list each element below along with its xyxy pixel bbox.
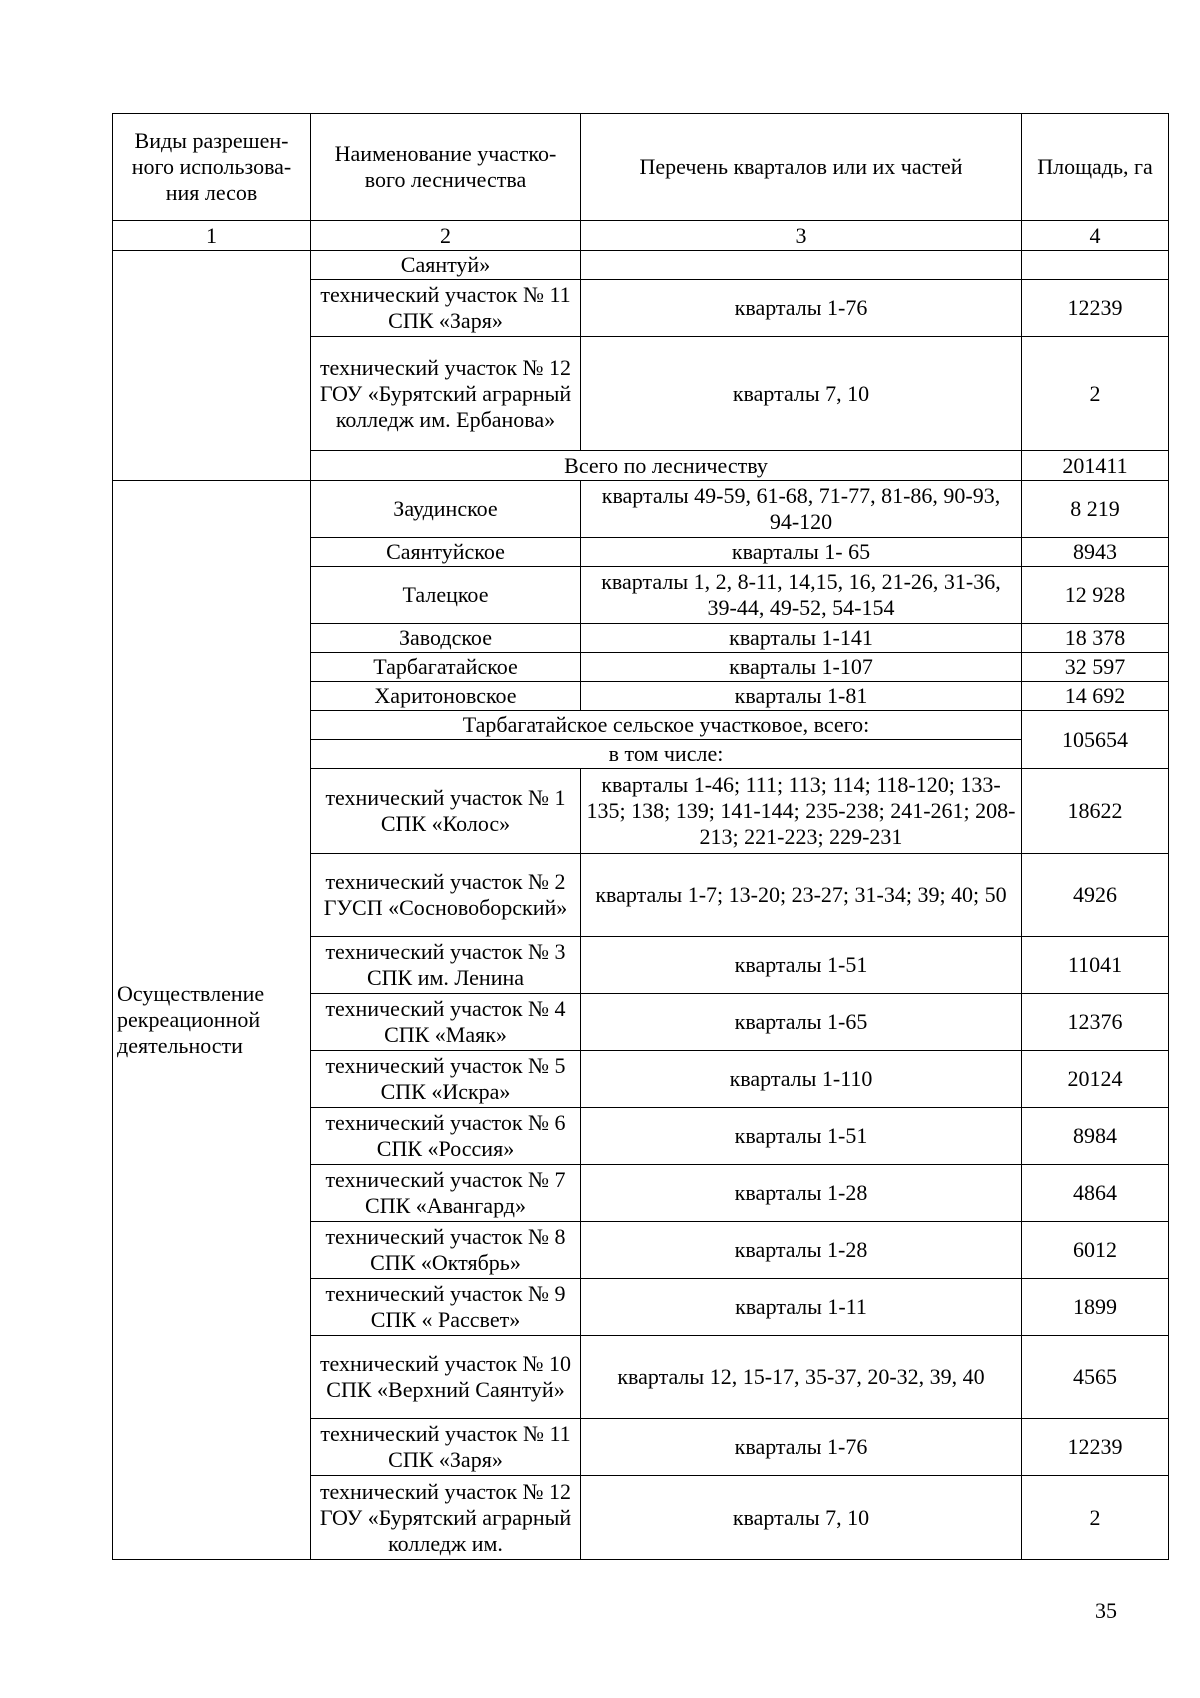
use-type-empty-cell	[113, 251, 311, 481]
forestry-total-area: 201411	[1022, 451, 1169, 481]
table-body	[113, 114, 1169, 1560]
technical-site-area: 2	[1022, 1476, 1169, 1560]
column-number-row	[113, 221, 1169, 251]
technical-site-name: технический участок № 11 СПК «Заря»	[311, 1419, 581, 1476]
technical-site-area: 12376	[1022, 994, 1169, 1051]
technical-site-name: технический участок № 1 СПК «Колос»	[311, 769, 581, 854]
continued-quarters-empty	[581, 251, 1022, 280]
subtotal-label: Тарбагатайское сельское участковое, всего:	[311, 711, 1022, 740]
technical-site-name: технический участок № 7 СПК «Авангард»	[311, 1165, 581, 1222]
column-number-3: 3	[581, 221, 1022, 251]
technical-site-area: 11041	[1022, 937, 1169, 994]
continuation-row	[113, 251, 1169, 280]
technical-site-quarters: кварталы 12, 15-17, 35-37, 20-32, 39, 40	[581, 1336, 1022, 1419]
technical-site-quarters: кварталы 1-11	[581, 1279, 1022, 1336]
technical-site-quarters: кварталы 1-76	[581, 1419, 1022, 1476]
forestry-area: 8 219	[1022, 481, 1169, 538]
subtotal-area: 105654	[1022, 711, 1169, 769]
technical-site-quarters: кварталы 1-65	[581, 994, 1022, 1051]
forestry-quarters: кварталы 1-141	[581, 624, 1022, 653]
technical-site-name: технический участок № 10 СПК «Верхний Саянтуй»	[311, 1336, 581, 1419]
forestry-quarters: кварталы 1-107	[581, 653, 1022, 682]
technical-site-name: технический участок № 3 СПК им. Ленина	[311, 937, 581, 994]
header-quarters: Перечень кварталов или их частей	[581, 114, 1022, 221]
forestry-quarters: кварталы 1-81	[581, 682, 1022, 711]
forestry-area: 8943	[1022, 538, 1169, 567]
forestry-row	[113, 481, 1169, 538]
forestry-quarters: кварталы 49-59, 61-68, 71-77, 81-86, 90-93, 94-120	[581, 481, 1022, 538]
technical-site-area: 4926	[1022, 854, 1169, 937]
technical-site-name: технический участок № 5 СПК «Искра»	[311, 1051, 581, 1108]
header-use-type: Виды разрешен-ного использова-ния лесов	[113, 114, 311, 221]
technical-site-quarters: кварталы 1-7; 13-20; 23-27; 31-34; 39; 40; 50	[581, 854, 1022, 937]
forestry-area: 32 597	[1022, 653, 1169, 682]
header-area: Площадь, га	[1022, 114, 1169, 221]
technical-site-quarters: кварталы 1-28	[581, 1165, 1022, 1222]
forestry-name: Тарбагатайское	[311, 653, 581, 682]
header-forestry-name: Наименование участко-вого лесничества	[311, 114, 581, 221]
technical-site-quarters: кварталы 1-46; 111; 113; 114; 118-120; 133-135; 138; 139; 141-144; 235-238; 241-261; 208-213; 221-223; 229-231	[581, 769, 1022, 854]
forestry-quarters: кварталы 1- 65	[581, 538, 1022, 567]
site-name: технический участок № 11 СПК «Заря»	[311, 280, 581, 337]
forestry-name: Харитоновское	[311, 682, 581, 711]
forestry-area: 14 692	[1022, 682, 1169, 711]
site-name: технический участок № 12 ГОУ «Бурятский аграрный колледж им. Ербанова»	[311, 337, 581, 451]
forestry-name: Заудинское	[311, 481, 581, 538]
technical-site-quarters: кварталы 1-51	[581, 937, 1022, 994]
column-number-2: 2	[311, 221, 581, 251]
technical-site-name: технический участок № 2 ГУСП «Сосновоборский»	[311, 854, 581, 937]
technical-site-quarters: кварталы 1-28	[581, 1222, 1022, 1279]
forestry-area: 18 378	[1022, 624, 1169, 653]
forestry-total-label: Всего по лесничеству	[311, 451, 1022, 481]
technical-site-area: 18622	[1022, 769, 1169, 854]
site-quarters: кварталы 1-76	[581, 280, 1022, 337]
technical-site-area: 12239	[1022, 1419, 1169, 1476]
continued-area-empty	[1022, 251, 1169, 280]
including-label: в том числе:	[311, 740, 1022, 769]
site-area: 12239	[1022, 280, 1169, 337]
technical-site-area: 4565	[1022, 1336, 1169, 1419]
forest-use-table	[112, 113, 1169, 1560]
column-number-4: 4	[1022, 221, 1169, 251]
use-type-cell: Осуществление рекреационной деятельности	[113, 481, 311, 1560]
site-area: 2	[1022, 337, 1169, 451]
technical-site-quarters: кварталы 7, 10	[581, 1476, 1022, 1560]
forestry-name: Саянтуйское	[311, 538, 581, 567]
technical-site-area: 20124	[1022, 1051, 1169, 1108]
technical-site-name: технический участок № 12 ГОУ «Бурятский аграрный колледж им.	[311, 1476, 581, 1560]
technical-site-quarters: кварталы 1-51	[581, 1108, 1022, 1165]
forestry-name: Заводское	[311, 624, 581, 653]
site-quarters: кварталы 7, 10	[581, 337, 1022, 451]
header-row	[113, 114, 1169, 221]
technical-site-area: 8984	[1022, 1108, 1169, 1165]
forestry-name: Талецкое	[311, 567, 581, 624]
technical-site-area: 6012	[1022, 1222, 1169, 1279]
technical-site-name: технический участок № 6 СПК «Россия»	[311, 1108, 581, 1165]
technical-site-name: технический участок № 4 СПК «Маяк»	[311, 994, 581, 1051]
forestry-area: 12 928	[1022, 567, 1169, 624]
page-number: 35	[1095, 1598, 1117, 1623]
technical-site-name: технический участок № 9 СПК « Рассвет»	[311, 1279, 581, 1336]
technical-site-name: технический участок № 8 СПК «Октябрь»	[311, 1222, 581, 1279]
continued-forestry-name: Саянтуй»	[311, 251, 581, 280]
technical-site-area: 1899	[1022, 1279, 1169, 1336]
technical-site-quarters: кварталы 1-110	[581, 1051, 1022, 1108]
column-number-1: 1	[113, 221, 311, 251]
technical-site-area: 4864	[1022, 1165, 1169, 1222]
forestry-quarters: кварталы 1, 2, 8-11, 14,15, 16, 21-26, 31-36, 39-44, 49-52, 54-154	[581, 567, 1022, 624]
